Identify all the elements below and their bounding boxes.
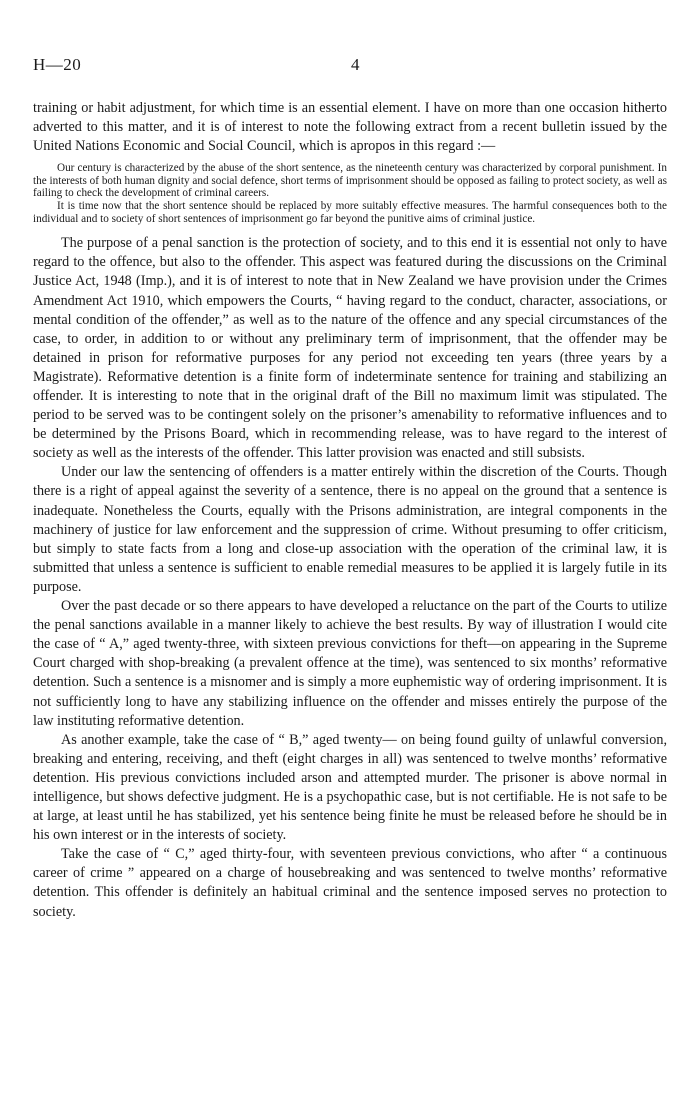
quote-paragraph-2: It is time now that the short sentence should be replaced by more suitably effective measures. The harmful consequences both to the individual and to society of short sentences of imprisonment go far beyond the punitive aims of criminal justice.: [33, 200, 667, 225]
paragraph-sentencing-law: Under our law the sentencing of offenders is a matter entirely within the discretion of the Courts. Though there is a right of appeal against the severity of a sentence, there is no appeal on the ground that a sentence is inadequate. Nonetheless the Courts, equally with the Prisons administration, are integral components in the machinery of justice for law enforcement and the suppression of crime. Without presuming to offer criticism, but simply to state facts from a long and close-up association with the operation of the criminal law, it is submitted that unless a sentence is sufficient to enable remedial measures to be applied it is largely futile in its purpose.: [33, 464, 667, 595]
page-header: [33, 55, 667, 79]
block-quote: [33, 162, 667, 225]
document-body: [33, 99, 667, 922]
page-number: 4: [351, 55, 360, 74]
quote-paragraph-1: Our century is characterized by the abuse of the short sentence, as the nineteenth century was characterized by corporal punishment. In the interests of both human dignity and social defence, short terms of imprisonment should be opposed as failing to protect society, as well as failing to check the development of criminal careers.: [33, 162, 667, 200]
paragraph-case-a: Over the past decade or so there appears to have developed a reluctance on the part of the Courts to utilize the penal sanctions available in a manner likely to achieve the best results. By way of illustration I would cite the case of “ A,” aged twenty-three, with sixteen previous convictions for theft—on appearing in the Supreme Court charged with shop-breaking (a prevalent offence at the time), was sentenced to six months’ reformative detention. Such a sentence is a misnomer and is simply a more euphemistic way of ordering imprisonment. It is not sufficiently long to have any stabilizing influence on the offender and misses entirely the purpose of the law instituting reformative detention.: [33, 598, 667, 729]
paragraph-intro: training or habit adjustment, for which time is an essential element. I have on more than one occasion hitherto adverted to this matter, and it is of interest to note the following extract from a recent bulletin issued by the United Nations Economic and Social Council, which is apropos in this regard :—: [33, 100, 667, 155]
paragraph-case-b: As another example, take the case of “ B,” aged twenty— on being found guilty of unlawful conversion, breaking and entering, receiving, and theft (eight charges in all) was sentenced to twelve months’ reformative detention. His previous convictions included arson and attempted murder. The prisoner is above normal in intelligence, but shows defective judgment. He is a psychopathic case, but is not certifiable. He is not safe to be at large, at least until he has stabilized, yet his sentence being finite he must be released before he should be in his own interest or in the interests of society.: [33, 731, 667, 844]
document-reference: H—20: [33, 55, 82, 74]
paragraph-case-c: Take the case of “ C,” aged thirty-four, with seventeen previous convictions, who after “ a continuous career of crime ” appeared on a charge of housebreaking and was sentenced to twelve months’ reformative detention. This offender is definitely an habitual criminal and the sentence imposed serves no protection to society.: [33, 846, 667, 920]
paragraph-penal-sanction: The purpose of a penal sanction is the protection of society, and to this end it is essential not only to have regard to the offence, but also to the offender. This aspect was featured during the discussions on the Criminal Justice Act, 1948 (Imp.), and it is of interest to note that in New Zealand we have provision under the Crimes Amendment Act 1910, which empowers the Courts, “ having regard to the conduct, character, associations, or mental condition of the offender,” as well as to the nature of the offence and any special circumstances of the case, to order, in addition to or without any preliminary term of imprisonment, that the offender may be detained in prison for reformative purposes for any period not exceeding ten years (three years by a Magistrate). Reformative detention is a finite form of indeterminate sentence for training and stabilizing an offender. It is interesting to note that in the original draft of the Bill no maximum limit was stipulated. The period to be served was to be contingent solely on the prisoner’s amenability to reformative influences and to be determined by the Prisons Board, which in recommending release, was to have regard to the interest of society as well as the interests of the offender. This latter provision was enacted and still subsists.: [33, 235, 667, 462]
